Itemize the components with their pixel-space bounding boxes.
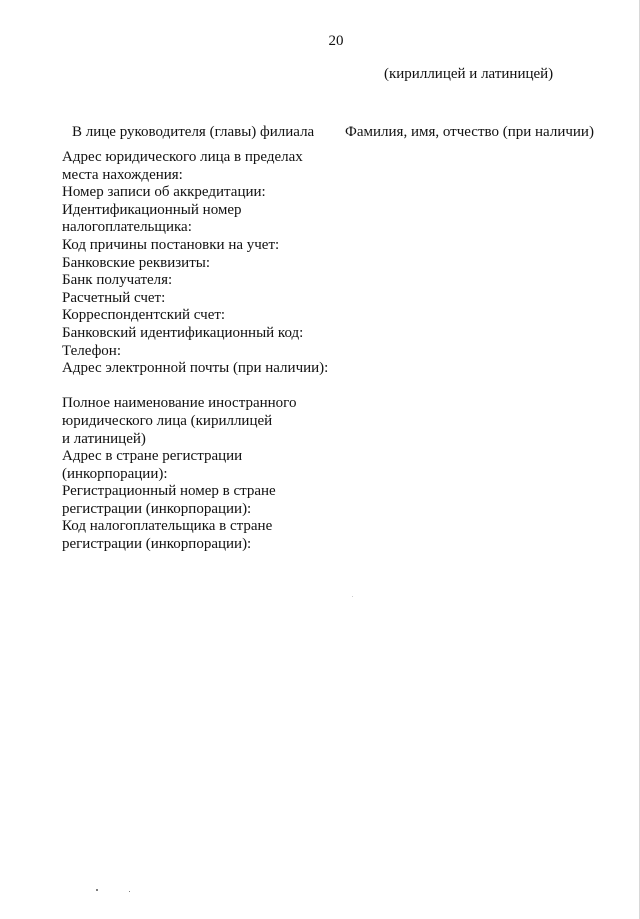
legal-address-label-line2: места нахождения: [62,166,183,183]
full-name-heading: Фамилия, имя, отчество (при наличии) [345,124,594,140]
settlement-account-label: Расчетный счет: [62,289,166,306]
correspondent-account-label: Корреспондентский счет: [62,307,226,324]
phone-label: Телефон: [62,342,121,359]
inn-label-line1: Идентификационный номер [62,201,242,218]
scan-speck [352,596,353,597]
section-spacer [62,378,362,396]
registration-number-label-line2: регистрации (инкорпорации): [62,500,252,517]
inn-label-line2: налогоплательщика: [62,219,192,236]
taxpayer-code-label-line2: регистрации (инкорпорации): [62,536,252,553]
beneficiary-bank-label: Банк получателя: [62,272,173,289]
foreign-full-name-label-line1: Полное наименование иностранного [62,395,297,412]
registration-address-label-line1: Адрес в стране регистрации [62,448,243,465]
requisites-block [62,149,362,554]
registration-address-label-line2: (инкорпорации): [62,465,168,482]
representative-heading: В лице руководителя (главы) филиала [72,124,315,140]
scan-speck [96,889,98,891]
taxpayer-code-label-line1: Код налогоплательщика в стране [62,518,273,535]
page-number: 20 [328,33,344,49]
top-caption: (кириллицей и латиницей) [384,66,554,82]
scan-speck [129,891,130,892]
kpp-label: Код причины постановки на учет: [62,236,280,253]
foreign-full-name-label-line2: юридического лица (кириллицей [62,412,273,429]
foreign-full-name-label-line3: и латиницей) [62,430,146,447]
legal-address-label-line1: Адрес юридического лица в пределах [62,149,303,165]
bank-details-label: Банковские реквизиты: [62,254,211,271]
accreditation-record-label: Номер записи об аккредитации: [62,184,266,201]
email-label: Адрес электронной почты (при наличии): [62,360,329,377]
registration-number-label-line1: Регистрационный номер в стране [62,483,276,500]
bic-label: Банковский идентификационный код: [62,324,304,341]
